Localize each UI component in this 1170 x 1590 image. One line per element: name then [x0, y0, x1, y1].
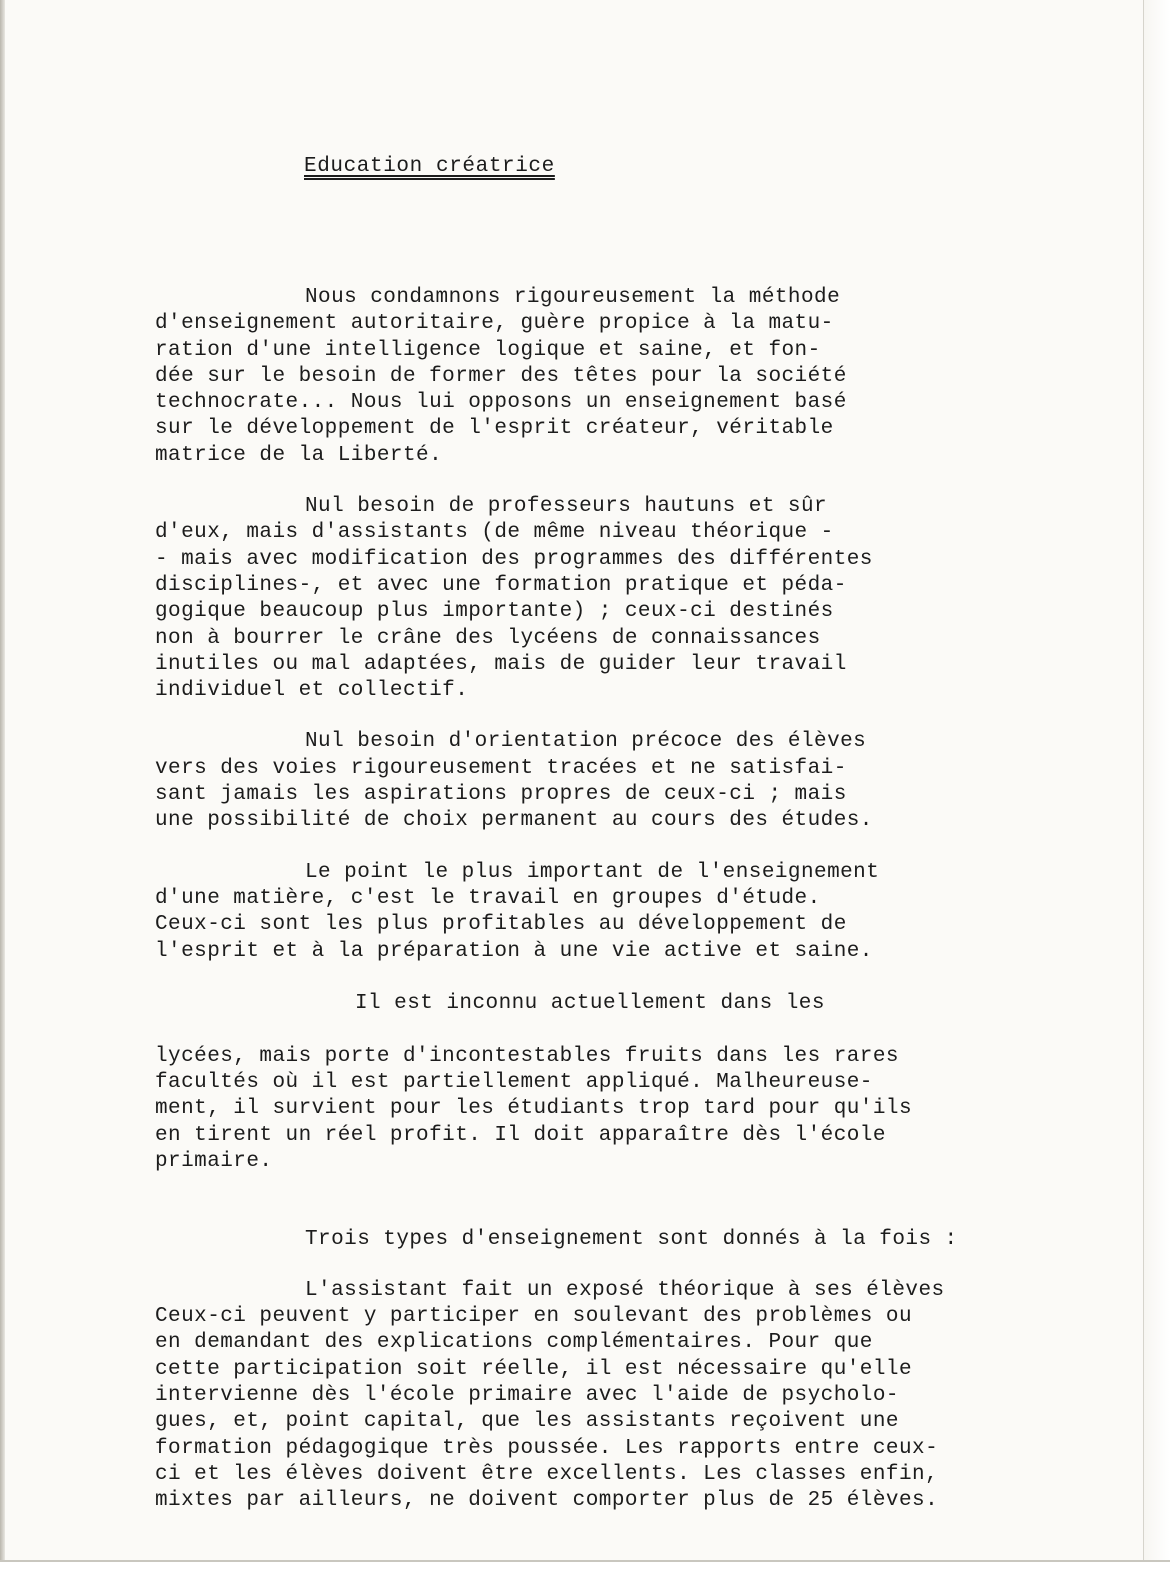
- paragraph-2: Nul besoin de professeurs hautuns et sûr d'eux, mais d'assistants (de même niveau théorique - - mais avec modification des programmes des différentes disciplines-, et avec une formation pratique et péda- gogique beaucoup plus importante) ; ceux-ci destinés non à bourrer le crâne des lycéens de connaissances inutiles ou mal adaptées, mais de guider leur travail individuel et collectif.: [155, 495, 873, 703]
- document-body: [155, 285, 1075, 1539]
- page-right-edge: [1143, 0, 1170, 1590]
- paragraph-last: L'assistant fait un exposé théorique à ses élèves Ceux-ci peuvent y participer en soulevant des problèmes ou en demandant des explications complémentaires. Pour que cette participation soit réelle, il est nécessaire qu'elle intervienne dès l'école primaire avec l'aide de psycholo- gues, et, point capital, que les assistants reçoivent une formation pédagogique très poussée. Les rapports entre ceux- ci et les élèves doivent être excellents. Les classes enfin, mixtes par ailleurs, ne doivent comporter plus de 25 élèves.: [155, 1278, 945, 1513]
- continuation-first-line: Il est inconnu actuellement dans les: [355, 992, 825, 1016]
- paragraph-4: Le point le plus important de l'enseignement d'une matière, c'est le travail en groupes d'étude. Ceux-ci sont les plus profitables au développement de l'esprit et à la préparation à une vie active et saine.: [155, 860, 880, 963]
- page-bottom-edge: [0, 1560, 1170, 1590]
- document-title: Education créatrice: [304, 155, 555, 178]
- paragraph-types: Trois types d'enseignement sont donnés à la fois :: [305, 1227, 958, 1251]
- page-left-edge: [0, 0, 5, 1590]
- paragraph-3: Nul besoin d'orientation précoce des élèves vers des voies rigoureusement tracées et ne satisfai- sant jamais les aspirations propres de ceux-ci ; mais une possibilité de choix permanent au cours des études.: [155, 730, 873, 833]
- continuation-rest: lycées, mais porte d'incontestables fruits dans les rares facultés où il est partiellement appliqué. Malheureuse- ment, il survient pour les étudiants trop tard pour qu'ils en tirent un réel profit. Il doit apparaître dès l'école primaire.: [155, 1044, 913, 1173]
- paragraph-1: Nous condamnons rigoureusement la méthode d'enseignement autoritaire, guère propice à la matu- ration d'une intelligence logique et saine, et fon- dée sur le besoin de former des têtes pour la société technocrate... Nous lui opposons un enseignement basé sur le développement de l'esprit créateur, véritable matrice de la Liberté.: [155, 286, 847, 467]
- paragraph-4-continuation: [155, 965, 1075, 1202]
